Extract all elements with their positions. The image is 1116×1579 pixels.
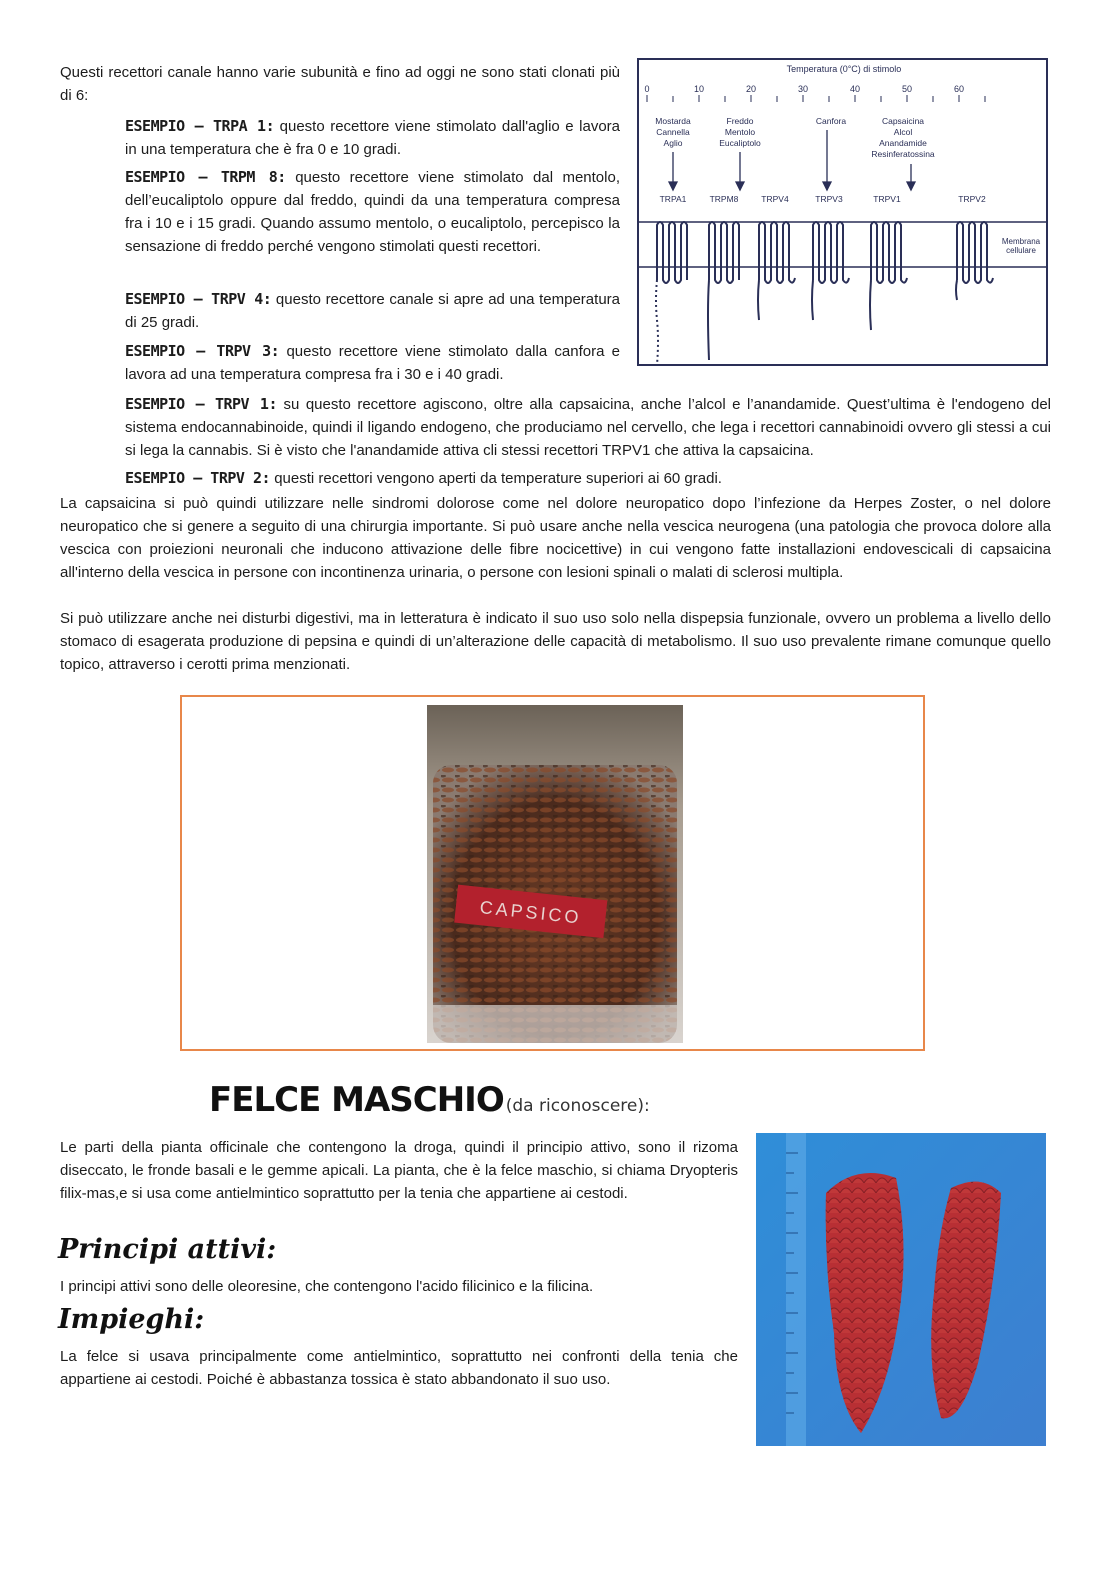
example-label: ESEMPIO — TRPA 1: <box>125 117 275 135</box>
section-title: FELCE MASCHIO <box>209 1080 504 1120</box>
intro-paragraph: Questi recettori canale hanno varie subunità e fino ad oggi ne sono stati clonati più di 6: <box>60 64 620 104</box>
impieghi-heading: Impieghi: <box>58 1304 205 1335</box>
example-label: ESEMPIO — TRPM 8: <box>125 168 286 186</box>
tick-label: 20 <box>745 84 757 94</box>
digestive-uses-paragraph: Si può utilizzare anche nei disturbi digestivi, ma in letteratura è indicato il suo uso solo nella dispepsia funzionale, ovvero un problema a livello dello stomaco di esagerata produzione di pepsina e quindi di un’alterazione delle capacità di metabolismo. Il suo uso prevalente rimane comunque quello topico, attraverso i cerotti prima menzionati. <box>60 610 1051 673</box>
felce-description: Le parti della pianta officinale che contengono la droga, quindi il principio attivo, sono il rizoma diseccato, le fronde basali e le gemme apicali. La pianta, che è la felce maschio, si chiama Dryopteris filix-mas,e si usa come antielmintico soprattutto per la tenia che appartiene ai cestodi. <box>60 1139 738 1202</box>
example-text: questo recettore viene stimolato dalla canfora e lavora ad una temperatura compresa fra i 30 e i 40 gradi. <box>125 343 620 383</box>
example-trpa1 <box>125 115 620 161</box>
stimulus-label: Capsaicina <box>881 116 925 126</box>
stimulus-label: Cannella <box>656 127 690 137</box>
example-trpm8 <box>125 166 620 258</box>
stimulus-label: Canfora <box>815 116 847 126</box>
capsico-jar-photo <box>427 705 683 1043</box>
tick-label: 30 <box>797 84 809 94</box>
example-trpv1 <box>125 393 1051 462</box>
principi-attivi-heading: Principi attivi: <box>58 1234 277 1265</box>
capsico-label-text: CAPSICO <box>478 897 583 928</box>
stimulus-label: Freddo <box>726 116 754 126</box>
example-trpv3 <box>125 340 620 386</box>
tick-marks <box>647 95 985 102</box>
tick-label: 50 <box>901 84 913 94</box>
example-label: ESEMPIO — TRPV 4: <box>125 290 272 308</box>
channel-label: TRPV4 <box>761 194 789 204</box>
section-subtitle: (da riconoscere): <box>505 1096 650 1116</box>
principi-attivi-text: I principi attivi sono delle oleoresine, che contengono l'acido filicinico e la filicina. <box>60 1278 594 1295</box>
felce-title-block <box>209 1080 650 1120</box>
channel-label: TRPA1 <box>659 194 687 204</box>
tick-label: 40 <box>849 84 861 94</box>
stimulus-label: Aglio <box>663 138 683 148</box>
example-trpv4 <box>125 288 620 334</box>
membrane-label: cellulare <box>1006 246 1036 255</box>
example-label: ESEMPIO — TRPV 1: <box>125 395 277 413</box>
stimulus-arrows <box>669 130 915 190</box>
capsaicin-uses-paragraph: La capsaicina si può quindi utilizzare nelle sindromi dolorose come nel dolore neuropatico dopo l’infezione da Herpes Zoster, o nel dolore neuropatico che si genere a seguito di una chirurgia importante. Si può usare anche nella vescica neurogena (una patologia che provoca dolore alla vescica con proiezioni neuronali che inducono attivazione delle fibre nocicettive) in cui vengono fatte installazioni endovescicali di capsaicina all'interno della vescica in persone con incontinenza urinaria, o persone con lesioni spinali o malati di sclerosi multipla. <box>60 495 1051 581</box>
stimulus-label: Resinferatossina <box>871 149 935 159</box>
channel-label: TRPV3 <box>815 194 843 204</box>
example-text: questo recettore canale si apre ad una temperatura di 25 gradi. <box>125 291 620 331</box>
trp-diagram-svg <box>639 60 1046 364</box>
example-text: questo recettore viene stimolato dal mentolo, dell’eucaliptolo oppure dal freddo, quindi da una temperatura compresa fra i 10 e i 15 gradi. Quando assumo mentolo, o eucaliptolo, percepisco la sensazione di freddo perché vengono stimolati questi recettori. <box>125 169 620 255</box>
fern-rhizome-photo <box>756 1133 1046 1446</box>
example-label: ESEMPIO — TRPV 2: <box>125 469 271 487</box>
stimulus-label: Eucaliptolo <box>719 138 761 148</box>
example-trpv2 <box>125 467 1051 490</box>
membrane-label: Membrana <box>1001 237 1041 246</box>
example-text: questi recettori vengono aperti da temperature superiori ai 60 gradi. <box>270 470 722 487</box>
example-label: ESEMPIO — TRPV 3: <box>125 342 280 360</box>
example-text: questo recettore viene stimolato dall'aglio e lavora in una temperatura che è fra 0 e 10 gradi. <box>125 118 621 158</box>
tick-label: 60 <box>953 84 965 94</box>
stimulus-label: Anandamide <box>879 138 927 148</box>
stimulus-label: Mentolo <box>724 127 756 137</box>
channel-label: TRPM8 <box>709 194 739 204</box>
channel-label: TRPV2 <box>958 194 986 204</box>
capsico-photo-frame <box>180 695 925 1051</box>
channel-label: TRPV1 <box>873 194 901 204</box>
impieghi-text: La felce si usava principalmente come antielmintico, soprattutto nei confronti della tenia che appartiene ai cestodi. Poiché è abbastanza tossica è stato abbandonato il suo uso. <box>60 1348 738 1388</box>
diagram-title: Temperatura (0°C) di stimolo <box>786 64 902 74</box>
stimulus-label: Alcol <box>893 127 913 137</box>
tick-label: 0 <box>644 84 650 94</box>
channel-shapes <box>656 222 993 364</box>
stimulus-label: Mostarda <box>655 116 691 126</box>
tick-label: 10 <box>693 84 705 94</box>
example-text: su questo recettore agiscono, oltre alla capsaicina, anche l’alcol e l’anandamide. Quest’ultima è l'endogeno del sistema endocannabinoide, quindi il ligando endogeno, che produciamo nel cervello, che lega i recettori cannabinoidi ovvero gli stessi a cui si lega la cannabis. Si è visto che l'anandamide attiva cli stessi recettori TRPV1 che attiva la capsaicina. <box>125 396 1051 459</box>
trp-channels-diagram <box>637 58 1048 366</box>
